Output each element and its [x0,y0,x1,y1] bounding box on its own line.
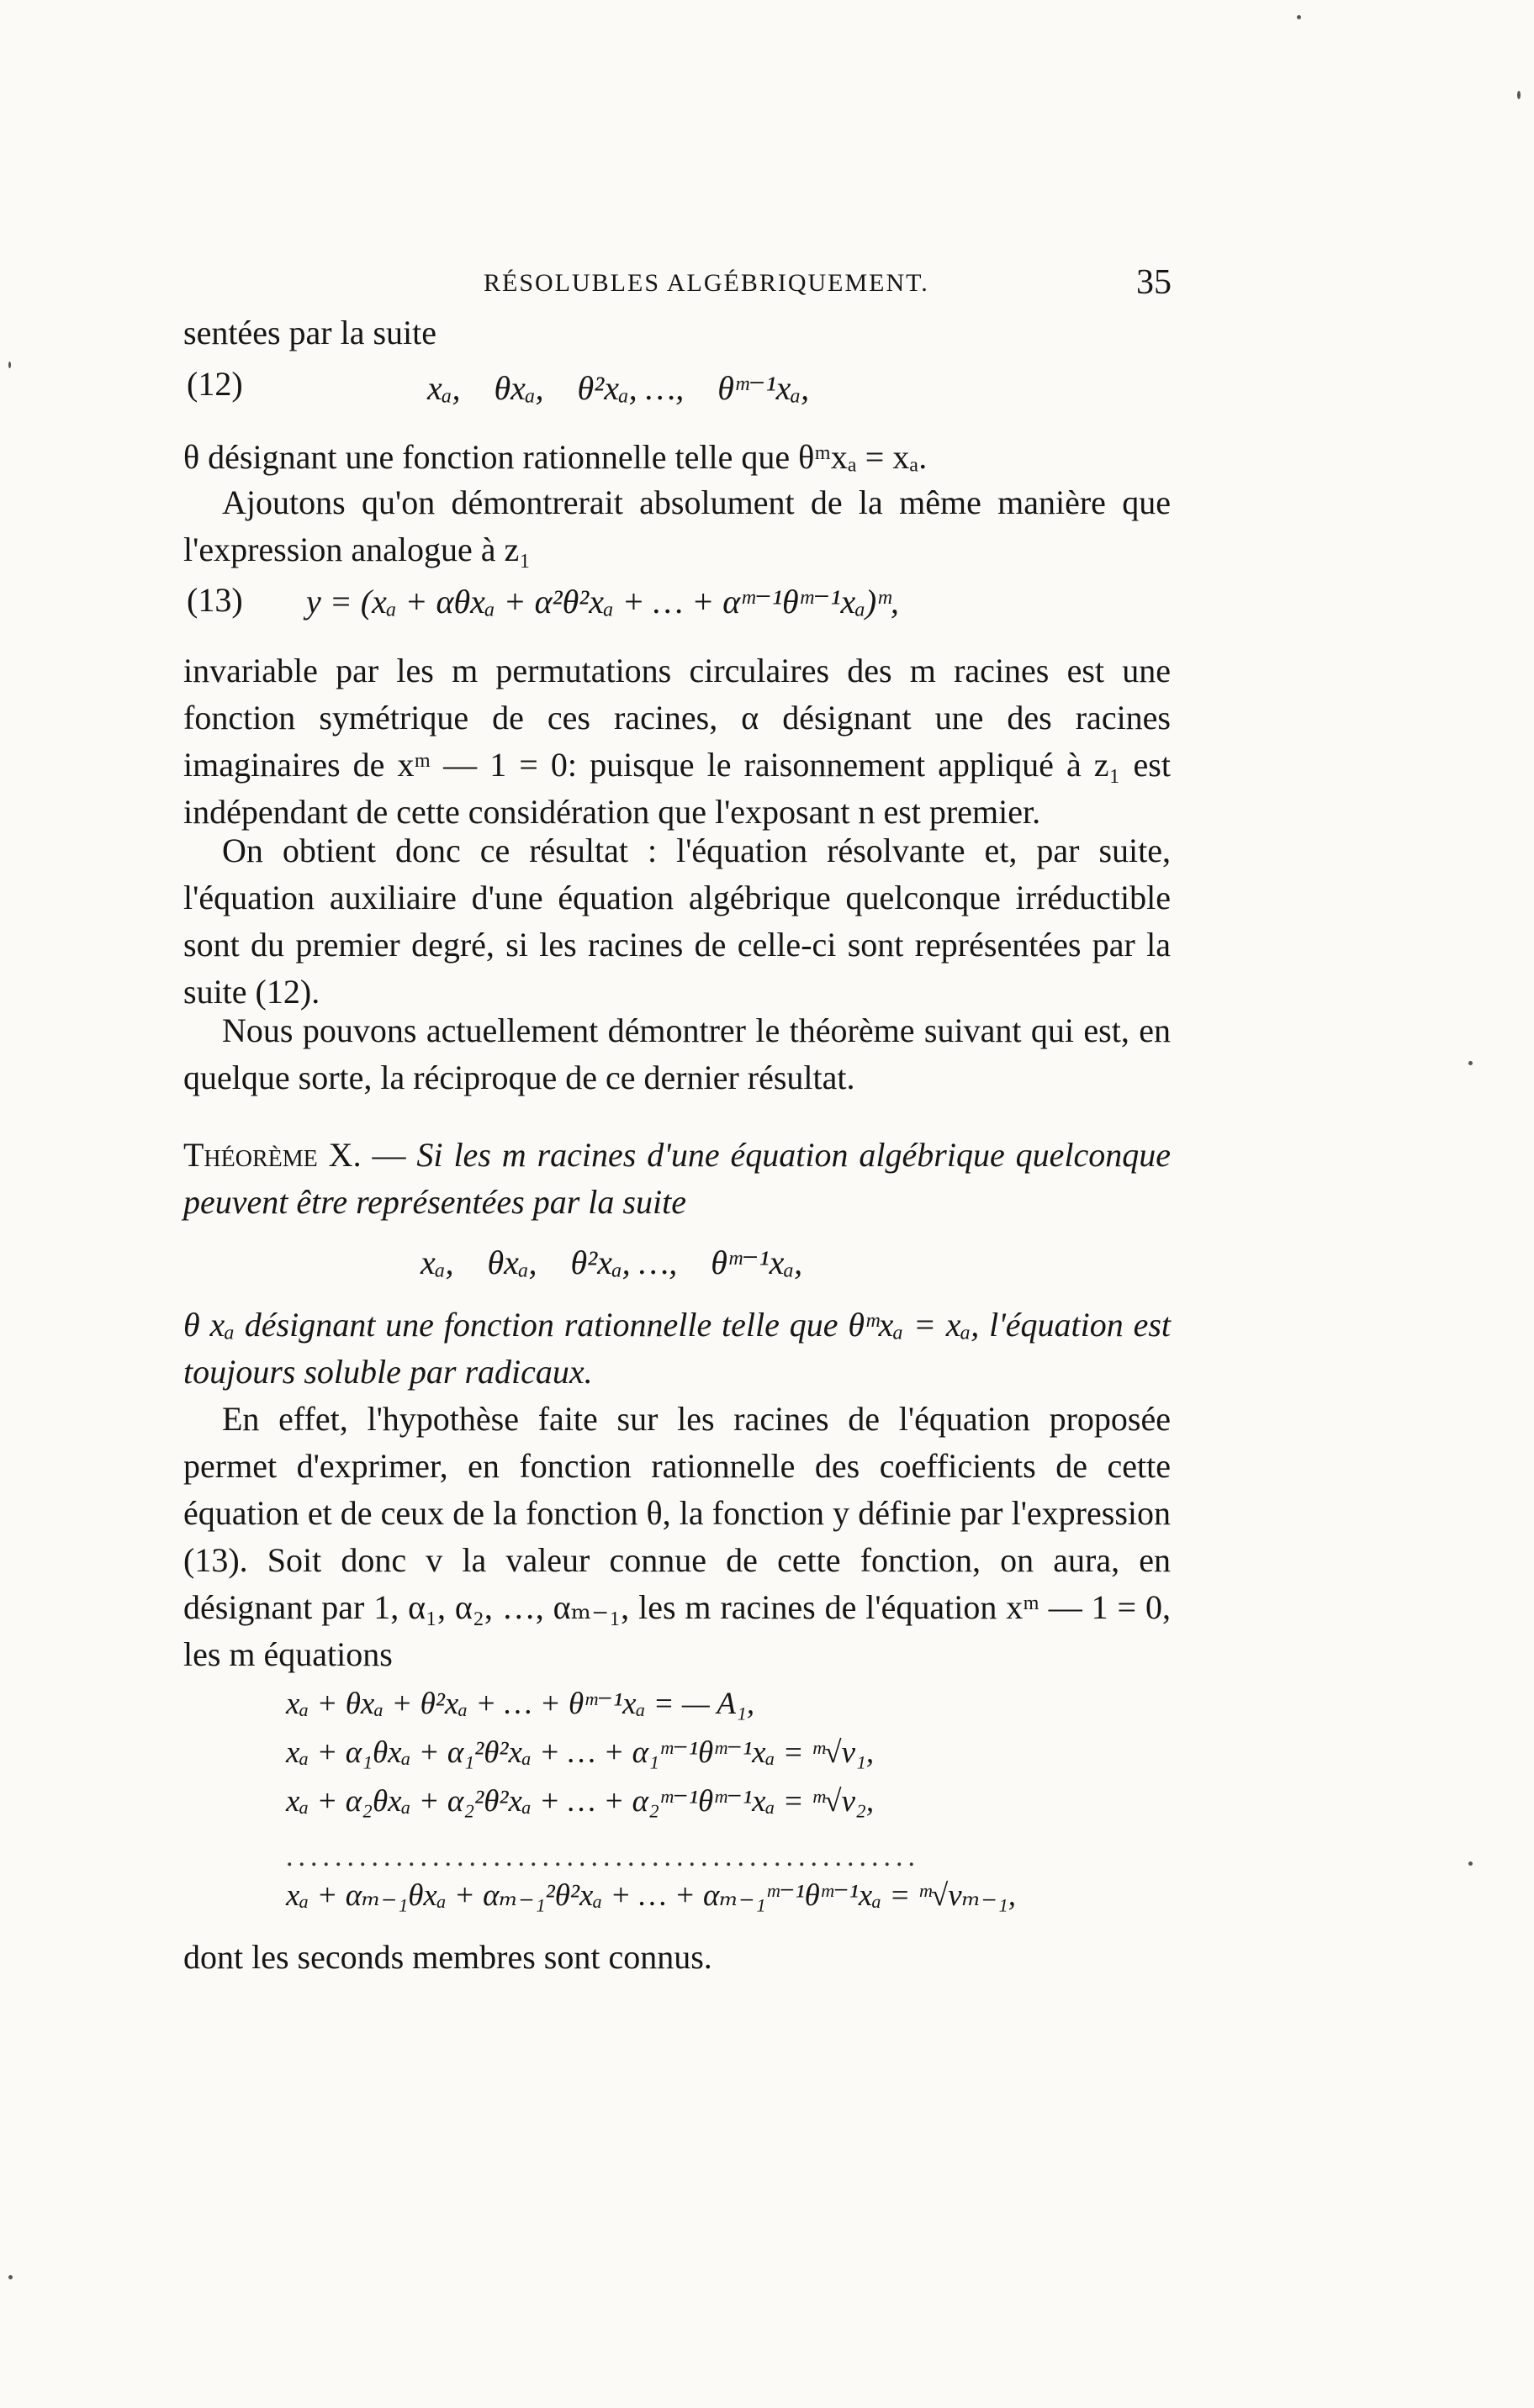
paragraph-1: sentées par la suite [183,314,436,351]
equation-12-label: (12) [187,365,243,403]
paragraph-8: dont les seconds membres sont connus. [183,1938,712,1976]
paragraph-5: On obtient donc ce résultat : l'équation résolvante et, par suite, l'équation auxiliaire d'une équation algébrique quelconque irréductible sont du premier degré, si les racines de celle-ci sont représentées par la suite (12). [183,832,1171,1011]
equation-13: y = (xₐ + αθxₐ + α²θ²xₐ + … + αᵐ⁻¹θᵐ⁻¹xₐ)ᵐ, [306,583,899,620]
paragraph-7: En effet, l'hypothèse faite sur les racines de l'équation proposée permet d'exprimer, en fonction rationnelle des coefficients de cette équation et de ceux de la fonction θ, la fonction y définie par l'expression (13). Soit donc v la valeur connue de cette fonction, on aura, en désignant par 1, α₁, α₂, …, αₘ₋₁, les m racines de l'équation xᵐ — 1 = 0, les m équations [183,1400,1171,1673]
system-row-last: xₐ + αₘ₋₁θxₐ + αₘ₋₁²θ²xₐ + … + αₘ₋₁ᵐ⁻¹θᵐ⁻¹xₐ = ᵐ√vₘ₋₁, [286,1878,1017,1913]
equation-12: xₐ, θxₐ, θ²xₐ, …, θᵐ⁻¹xₐ, [427,369,810,407]
scan-speck [8,2275,13,2279]
theorem-label: Théorème X. — [183,1136,406,1174]
paragraph-4: invariable par les m permutations circulaires des m racines est une fonction symétrique de ces racines, α désignant une des racines imaginaires de xᵐ — 1 = 0: puisque le raisonnement appliqué à z₁ est indépendant de cette considération que l'exposant n est premier. [183,652,1171,831]
paragraph-3: Ajoutons qu'on démontrerait absolument de la même manière que l'expression analogue à z₁ [183,483,1171,568]
scan-speck [1297,15,1301,19]
page-number: 35 [1136,263,1172,302]
system-row-1: xₐ + θxₐ + θ²xₐ + … + θᵐ⁻¹xₐ = — A₁, [286,1687,755,1721]
theorem-block [183,1132,1171,1226]
ellipsis-row: .................................................... [286,1841,920,1872]
system-row-2: xₐ + α₁θxₐ + α₁²θ²xₐ + … + α₁ᵐ⁻¹θᵐ⁻¹xₐ = ᵐ√v₁, [286,1735,875,1770]
theorem-text-2: θ xₐ désignant une fonction rationnelle telle que θᵐxₐ = xₐ, l'équation est toujours soluble par radicaux. [183,1306,1171,1391]
theorem-equation: xₐ, θxₐ, θ²xₐ, …, θᵐ⁻¹xₐ, [421,1244,803,1281]
paragraph-2: θ désignant une fonction rationnelle telle que θᵐxₐ = xₐ. [183,438,928,476]
equation-13-label: (13) [187,581,243,619]
scan-speck [8,362,11,368]
scan-speck [1468,1061,1473,1065]
theorem-text-1: Si les m racines d'une équation algébrique quelconque peuvent être représentées par la suite [183,1136,1171,1221]
running-title: RÉSOLUBLES ALGÉBRIQUEMENT. [484,269,929,297]
paragraph-6: Nous pouvons actuellement démontrer le théorème suivant qui est, en quelque sorte, la réciproque de ce dernier résultat. [183,1011,1171,1096]
scan-speck [1468,1861,1473,1866]
scan-speck [1517,91,1521,99]
system-row-3: xₐ + α₂θxₐ + α₂²θ²xₐ + … + α₂ᵐ⁻¹θᵐ⁻¹xₐ = ᵐ√v₂, [286,1784,875,1819]
